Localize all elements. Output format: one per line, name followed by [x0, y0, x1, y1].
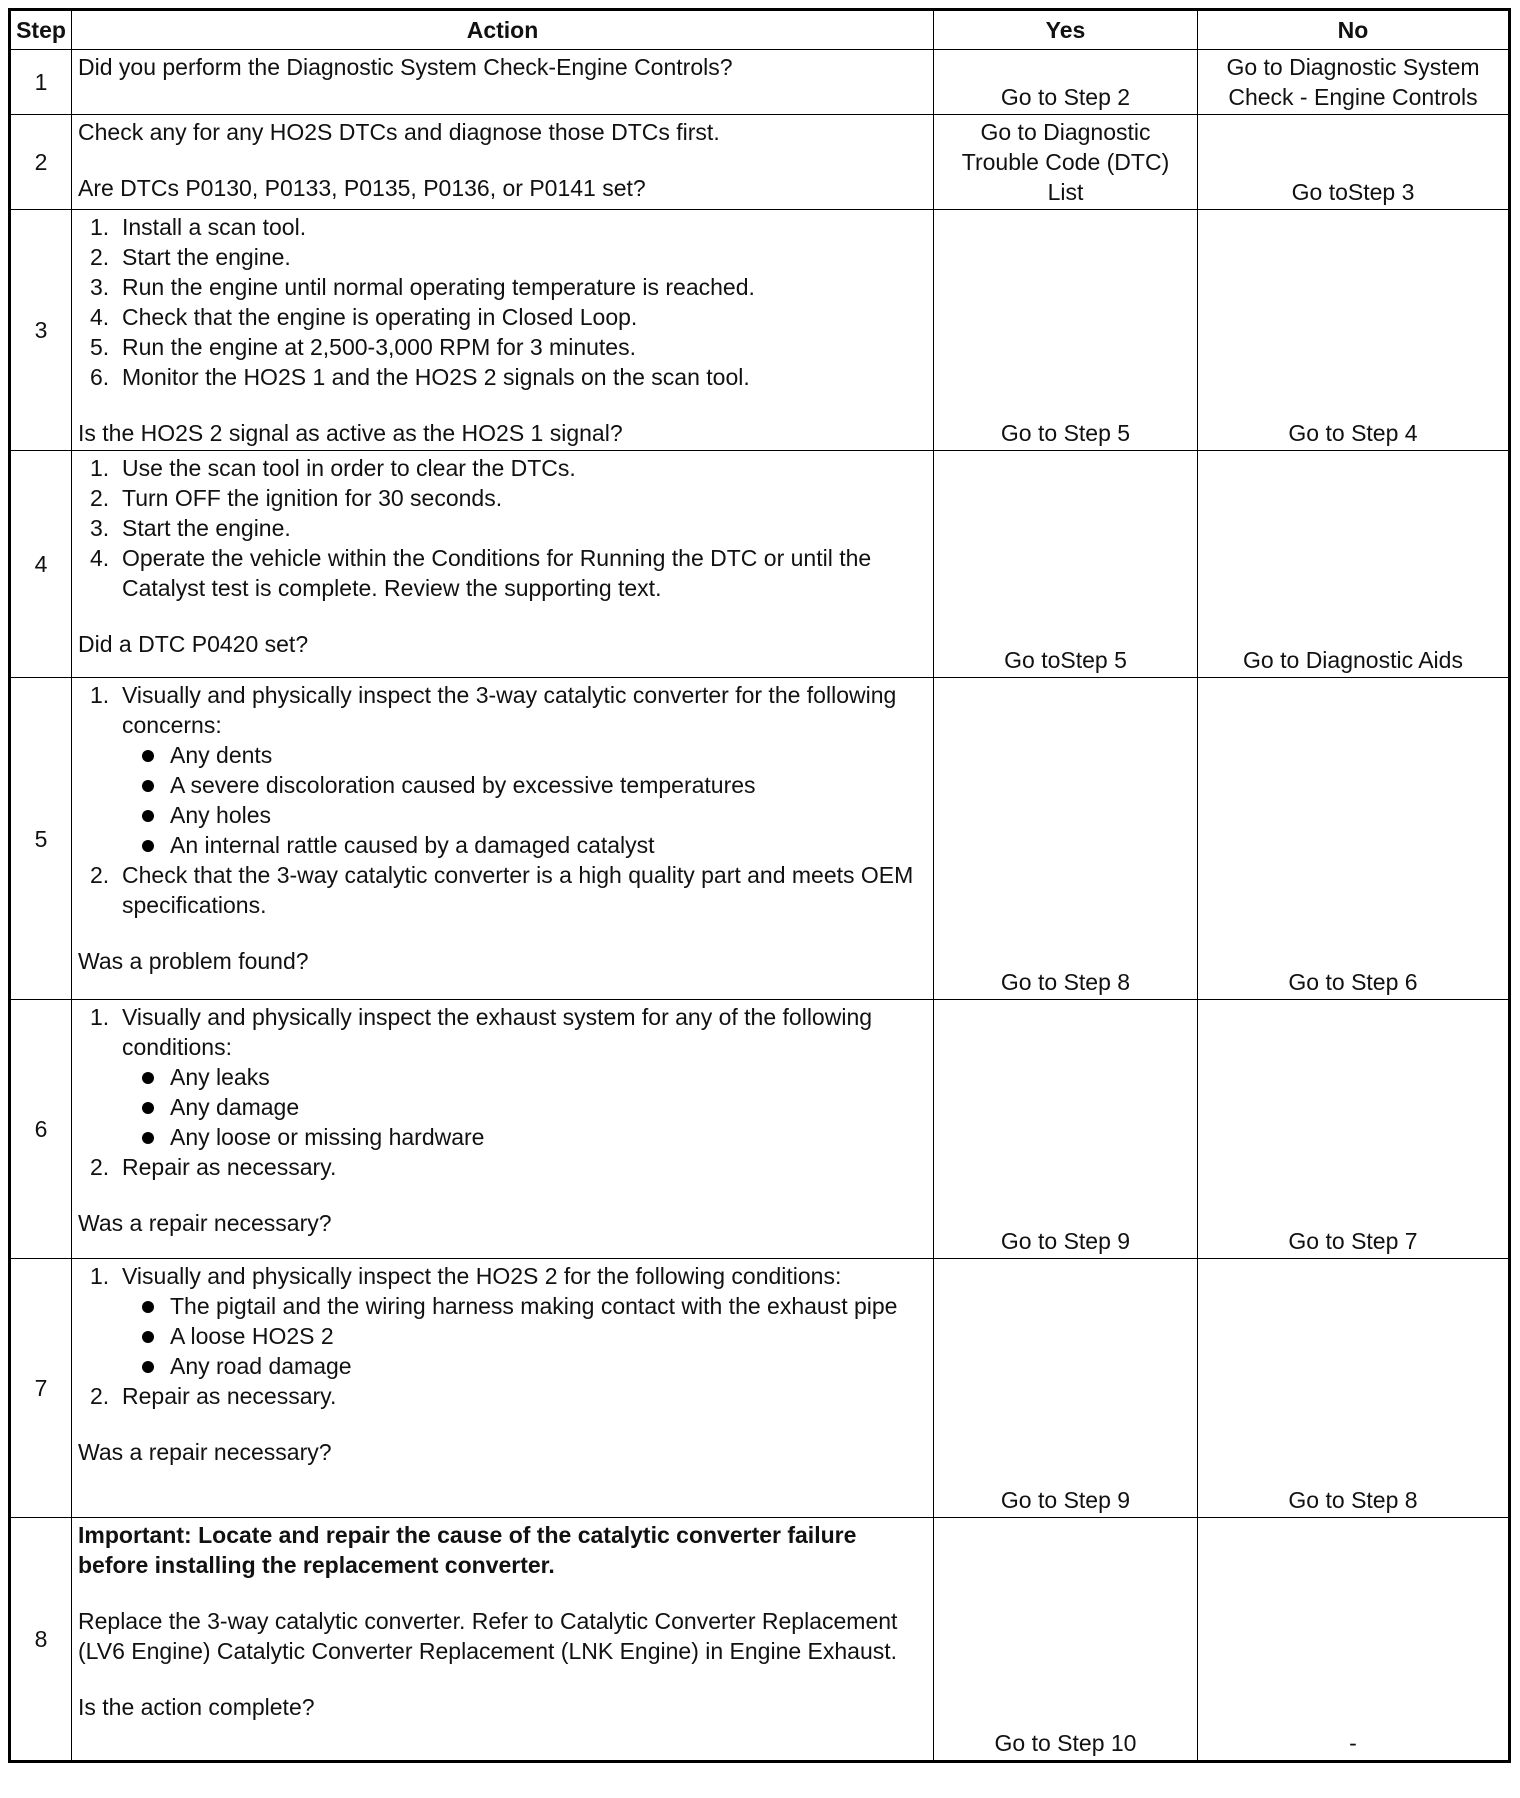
header-row	[10, 10, 1510, 50]
yes-result	[934, 115, 1198, 210]
bullet-item: An internal rattle caused by a damaged catalyst	[78, 830, 927, 860]
step-number: 5	[10, 678, 72, 1000]
bullet-icon	[140, 770, 170, 800]
action-text: Check any for any HO2S DTCs and diagnose those DTCs first.	[78, 119, 720, 145]
spacer	[78, 920, 927, 946]
no-result: Go to Step 8	[1198, 1259, 1510, 1518]
bullet-item: The pigtail and the wiring harness making contact with the exhaust pipe	[78, 1291, 927, 1321]
numbered-item: 2. Repair as necessary.	[90, 1383, 337, 1409]
bullet-icon	[140, 800, 170, 830]
action-cell	[72, 678, 934, 1000]
yes-result: Go to Step 5	[934, 210, 1198, 451]
bullet-icon	[140, 1351, 170, 1381]
step-number: 1	[10, 50, 72, 115]
bullet-icon	[140, 740, 170, 770]
bullet-item: Any road damage	[78, 1351, 927, 1381]
yes-result-line: Go to Diagnostic	[980, 119, 1151, 145]
numbered-item: 1. Visually and physically inspect the HO2S 2 for the following conditions:	[90, 1263, 842, 1289]
numbered-item: 1. Install a scan tool.	[90, 214, 307, 240]
no-result: Go to Diagnostic Aids	[1198, 451, 1510, 678]
numbered-item: 3. Start the engine.	[90, 515, 291, 541]
table-row	[10, 1518, 1510, 1762]
action-text: Did you perform the Diagnostic System Check-Engine Controls?	[78, 54, 733, 80]
action-cell	[72, 451, 934, 678]
numbered-item: 6. Monitor the HO2S 1 and the HO2S 2 signals on the scan tool.	[90, 364, 750, 390]
action-cell	[72, 1259, 934, 1518]
table-row	[10, 50, 1510, 115]
yes-result: Go to Step 9	[934, 1259, 1198, 1518]
bullet-item: Any leaks	[78, 1062, 927, 1092]
numbered-item: 2. Repair as necessary.	[90, 1154, 337, 1180]
no-result: Go to Step 4	[1198, 210, 1510, 451]
bullet-item: A loose HO2S 2	[78, 1321, 927, 1351]
bullet-icon	[140, 1092, 170, 1122]
yes-result: Go to Step 9	[934, 1000, 1198, 1259]
action-cell	[72, 1000, 934, 1259]
numbered-item: 4. Operate the vehicle within the Conditions for Running the DTC or until the Catalyst test is complete. Review the supporting text.	[90, 545, 872, 601]
yes-result-line: Trouble Code (DTC)	[961, 149, 1170, 175]
action-cell	[72, 50, 934, 115]
action-question: Are DTCs P0130, P0133, P0135, P0136, or P0141 set?	[78, 175, 646, 201]
step-number: 4	[10, 451, 72, 678]
action-cell	[72, 1518, 934, 1762]
bullet-item: Any damage	[78, 1092, 927, 1122]
table-row	[10, 1259, 1510, 1518]
action-question: Was a problem found?	[78, 948, 309, 974]
action-question: Was a repair necessary?	[78, 1210, 332, 1236]
action-text: Replace the 3-way catalytic converter. Refer to Catalytic Converter Replacement (LV6 Engine) Catalytic Converter Replacement (LNK Engine) in Engine Exhaust.	[78, 1608, 904, 1664]
bullet-item: Any loose or missing hardware	[78, 1122, 927, 1152]
numbered-item: 1. Visually and physically inspect the 3-way catalytic converter for the following concerns:	[90, 682, 897, 738]
spacer	[78, 1666, 927, 1692]
numbered-item: 1. Use the scan tool in order to clear the DTCs.	[90, 455, 576, 481]
spacer	[78, 392, 927, 418]
header-step: Step	[10, 10, 72, 50]
no-result: Go to Step 7	[1198, 1000, 1510, 1259]
action-question: Is the HO2S 2 signal as active as the HO2S 1 signal?	[78, 420, 623, 446]
numbered-item: 2. Start the engine.	[90, 244, 291, 270]
no-result-line: Go to Diagnostic System	[1226, 54, 1480, 80]
yes-result-line: List	[1047, 179, 1084, 205]
bullet-icon	[140, 830, 170, 860]
bullet-icon	[140, 1291, 170, 1321]
bullet-item: Any holes	[78, 800, 927, 830]
bullet-item: Any dents	[78, 740, 927, 770]
numbered-item: 2. Turn OFF the ignition for 30 seconds.	[90, 485, 503, 511]
yes-result: Go to Step 10	[934, 1518, 1198, 1762]
no-result: Go toStep 3	[1198, 115, 1510, 210]
step-number: 8	[10, 1518, 72, 1762]
spacer	[78, 1411, 927, 1437]
table-row	[10, 210, 1510, 451]
no-result: Go to Step 6	[1198, 678, 1510, 1000]
bullet-item: A severe discoloration caused by excessive temperatures	[78, 770, 927, 800]
table-row	[10, 115, 1510, 210]
spacer	[78, 1182, 927, 1208]
header-action: Action	[72, 10, 934, 50]
numbered-item: 1. Visually and physically inspect the exhaust system for any of the following conditions:	[90, 1004, 873, 1060]
numbered-item: 4. Check that the engine is operating in Closed Loop.	[90, 304, 638, 330]
yes-result: Go to Step 8	[934, 678, 1198, 1000]
important-note: Important: Locate and repair the cause of the catalytic converter failure before installing the replacement converter.	[78, 1522, 863, 1578]
no-result-line: Check - Engine Controls	[1228, 84, 1478, 110]
action-question: Did a DTC P0420 set?	[78, 631, 309, 657]
bullet-icon	[140, 1062, 170, 1092]
step-number: 2	[10, 115, 72, 210]
step-number: 6	[10, 1000, 72, 1259]
table-row	[10, 451, 1510, 678]
yes-result: Go to Step 2	[934, 50, 1198, 115]
action-cell	[72, 115, 934, 210]
numbered-item: 3. Run the engine until normal operating temperature is reached.	[90, 274, 755, 300]
action-cell	[72, 210, 934, 451]
numbered-item: 2. Check that the 3-way catalytic converter is a high quality part and meets OEM specifications.	[90, 862, 914, 918]
step-number: 3	[10, 210, 72, 451]
table-row	[10, 1000, 1510, 1259]
action-question: Was a repair necessary?	[78, 1439, 332, 1465]
spacer	[78, 147, 927, 173]
no-result: -	[1198, 1518, 1510, 1762]
bullet-icon	[140, 1321, 170, 1351]
action-question: Is the action complete?	[78, 1694, 315, 1720]
yes-result: Go toStep 5	[934, 451, 1198, 678]
table-row	[10, 678, 1510, 1000]
numbered-item: 5. Run the engine at 2,500-3,000 RPM for 3 minutes.	[90, 334, 636, 360]
no-result	[1198, 50, 1510, 115]
diagnostic-table	[8, 8, 1511, 1763]
bullet-icon	[140, 1122, 170, 1152]
spacer	[78, 1580, 927, 1606]
step-number: 7	[10, 1259, 72, 1518]
header-yes: Yes	[934, 10, 1198, 50]
header-no: No	[1198, 10, 1510, 50]
spacer	[78, 603, 927, 629]
